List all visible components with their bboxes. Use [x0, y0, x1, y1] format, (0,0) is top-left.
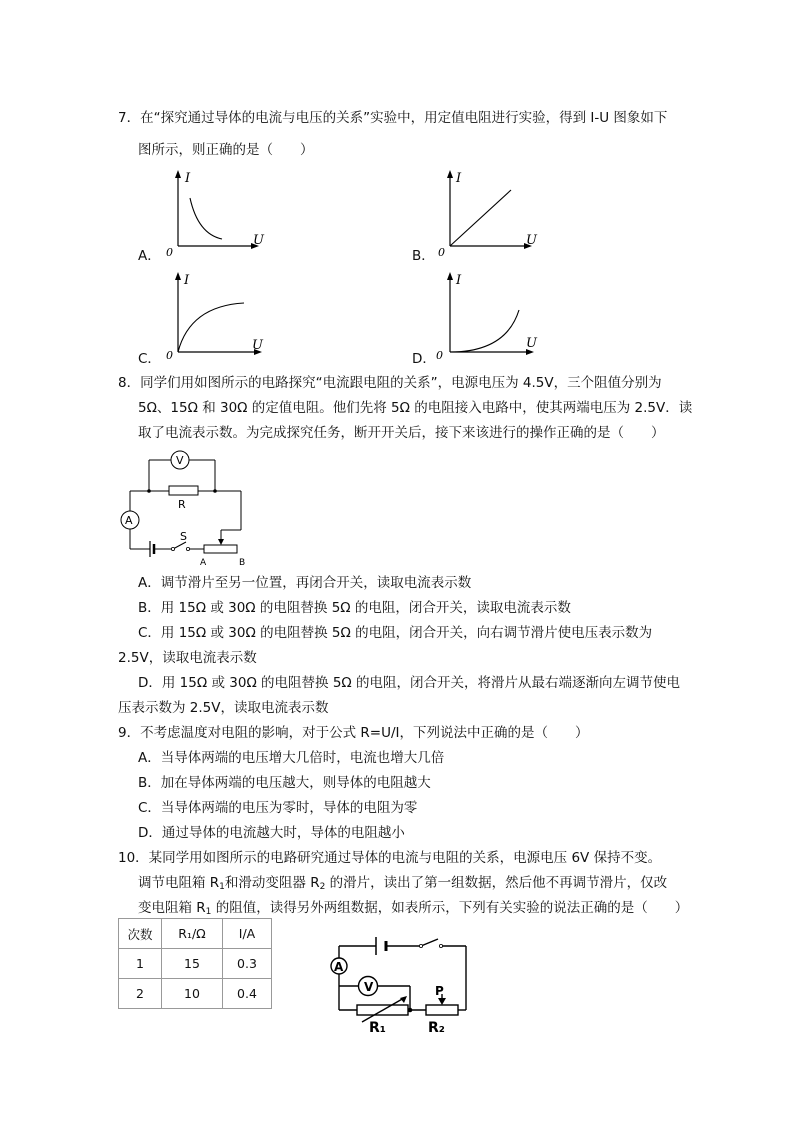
table-header-cell: 次数 — [119, 919, 162, 949]
q8-stem-line1: 8．同学们用如图所示的电路探究“电流跟电阻的关系”，电源电压为 4.5V，三个阻值分别为 — [118, 375, 662, 391]
q8-rheostat-end-b: B — [239, 558, 246, 568]
q7-graph-b — [432, 168, 547, 260]
q8-stem-line2: 5Ω、15Ω 和 30Ω 的定值电阻。他们先将 5Ω 的电阻接入电路中，使其两端电压为 2.5V．读 — [138, 400, 693, 416]
q7-graph-a-origin: 0 — [166, 246, 173, 259]
table-cell: 1 — [119, 949, 162, 979]
table-row — [119, 949, 272, 979]
q7-graph-a-axis-i: I — [185, 171, 191, 186]
q10-voltmeter-label: V — [364, 980, 374, 994]
table-header-cell: I/A — [223, 919, 272, 949]
q7-option-a-label: A． — [138, 248, 161, 264]
table-row — [119, 979, 272, 1009]
q7-option-d-label: D． — [412, 351, 436, 367]
q7-graph-d-origin: 0 — [436, 349, 443, 362]
table-cell: 10 — [162, 979, 223, 1009]
q8-option-b: B．用 15Ω 或 30Ω 的电阻替换 5Ω 的电阻，闭合开关，读取电流表示数 — [138, 600, 571, 616]
q7-graph-a — [160, 168, 270, 260]
q8-ammeter-label: A — [125, 514, 133, 527]
q8-option-c-line2: 2.5V，读取电流表示数 — [118, 650, 257, 666]
q7-graph-c-axis-i: I — [184, 273, 190, 288]
q8-circuit-diagram — [115, 445, 265, 570]
q10-stem-line2: 调节电阻箱 $R_1$和滑动变阻器 $R_2$ 的滑片，读出了第一组数据，然后他不再调节滑片，仅改 — [138, 875, 668, 892]
q7-option-b-label: B． — [412, 248, 435, 264]
q10-r2-label: R₂ — [428, 1020, 445, 1036]
q10-stem-line3: 变电阻箱 $R_1$ 的阻值，读得另外两组数据，如表所示，下列有关实验的说法正确的是（ ） — [138, 900, 689, 917]
table-cell: 15 — [162, 949, 223, 979]
q7-graph-c — [160, 270, 275, 362]
q9-option-b: B．加在导体两端的电压越大，则导体的电阻越大 — [138, 775, 431, 791]
q8-option-d-line2: 压表示数为 2.5V，读取电流表示数 — [118, 700, 329, 716]
q7-graph-d-axis-i: I — [456, 273, 462, 288]
q10-stem-line1: 10．某同学用如图所示的电路研究通过导体的电流与电阻的关系，电源电压 6V 保持不变。 — [118, 850, 662, 866]
q7-graph-b-origin: 0 — [438, 246, 445, 259]
q7-graph-c-origin: 0 — [166, 349, 173, 362]
q9-option-c: C．当导体两端的电压为零时，导体的电阻为零 — [138, 800, 418, 816]
q10-data-table — [118, 918, 272, 1009]
q7-graph-a-axis-u: U — [253, 233, 264, 248]
q10-slider-label: P — [435, 984, 444, 998]
q9-stem: 9．不考虑温度对电阻的影响，对于公式 R=U/I，下列说法中正确的是（ ） — [118, 725, 589, 741]
q7-option-c-label: C． — [138, 351, 161, 367]
table-header-cell: R₁/Ω — [162, 919, 223, 949]
q8-option-a: A．调节滑片至另一位置，再闭合开关，读取电流表示数 — [138, 575, 472, 591]
q7-graph-b-axis-i: I — [456, 171, 462, 186]
q7-graph-b-axis-u: U — [526, 233, 537, 248]
q10-ammeter-label: A — [334, 960, 344, 974]
q9-option-a: A．当导体两端的电压增大几倍时，电流也增大几倍 — [138, 750, 445, 766]
q8-rheostat-end-a: A — [200, 558, 207, 568]
q8-resistor-label: R — [178, 498, 186, 511]
q10-circuit-diagram — [320, 932, 480, 1038]
table-cell: 0.4 — [223, 979, 272, 1009]
table-cell: 0.3 — [223, 949, 272, 979]
q8-option-c-line1: C．用 15Ω 或 30Ω 的电阻替换 5Ω 的电阻，闭合开关，向右调节滑片使电压表示数为 — [138, 625, 653, 641]
q9-option-d: D．通过导体的电流越大时，导体的电阻越小 — [138, 825, 405, 841]
q8-stem-line3: 取了电流表示数。为完成探究任务，断开开关后，接下来该进行的操作正确的是（ ） — [138, 425, 665, 441]
q8-switch-label: S — [180, 530, 187, 543]
q8-voltmeter-label: V — [176, 454, 184, 467]
table-header-row — [119, 919, 272, 949]
table-cell: 2 — [119, 979, 162, 1009]
q10-r1-label: R₁ — [369, 1020, 386, 1036]
q7-stem-line2: 图所示，则正确的是（ ） — [138, 142, 314, 158]
q7-stem-line1: 7．在“探究通过导体的电流与电压的关系”实验中，用定值电阻进行实验，得到 I-U 图象如下 — [118, 110, 668, 126]
q7-graph-d-axis-u: U — [526, 336, 537, 351]
q7-graph-d — [432, 270, 547, 362]
q8-option-d-line1: D．用 15Ω 或 30Ω 的电阻替换 5Ω 的电阻，闭合开关，将滑片从最右端逐渐向左调节使电 — [138, 675, 681, 691]
q7-graph-c-axis-u: U — [252, 338, 263, 353]
